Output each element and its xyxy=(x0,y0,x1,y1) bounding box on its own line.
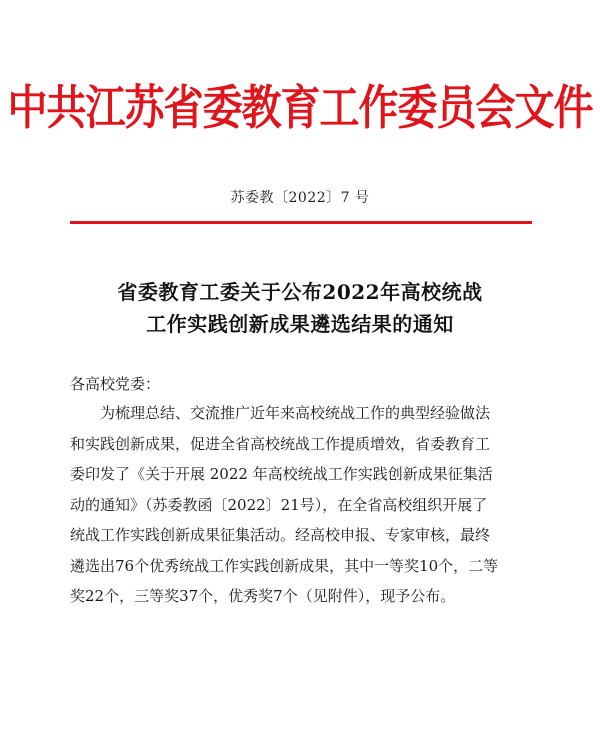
title-line-1: 省委教育工委关于公布2022年高校统战 xyxy=(117,280,483,304)
body-line: 遴选出76个优秀统战工作实践创新成果，其中一等奖10个，二等 xyxy=(70,556,499,575)
body-line: 统战工作实践创新成果征集活动。经高校申报、专家审核，最终 xyxy=(70,526,491,544)
salutation: 各高校党委： xyxy=(70,375,161,393)
document-masthead: 中共江苏省委教育工作委员会文件 xyxy=(7,81,593,136)
body-paragraph xyxy=(70,398,532,612)
red-separator-rule xyxy=(70,221,532,224)
body-line: 奖22个，三等奖37个，优秀奖7个（见附件），现予公布。 xyxy=(70,587,456,605)
document-number: 苏委教〔2022〕7 号 xyxy=(230,190,370,206)
body-line: 委印发了《关于开展 2022 年高校统战工作实践创新成果征集活 xyxy=(70,465,493,483)
body-line: 为梳理总结、交流推广近年来高校统战工作的典型经验做法 xyxy=(100,404,491,422)
title-line-2: 工作实践创新成果遴选结果的通知 xyxy=(146,312,454,336)
document-title xyxy=(0,276,600,340)
body-line: 和实践创新成果，促进全省高校统战工作提质增效，省委教育工 xyxy=(70,434,491,453)
body-line: 动的通知》（苏委教函〔2022〕21号），在全省高校组织开展了 xyxy=(70,495,488,514)
